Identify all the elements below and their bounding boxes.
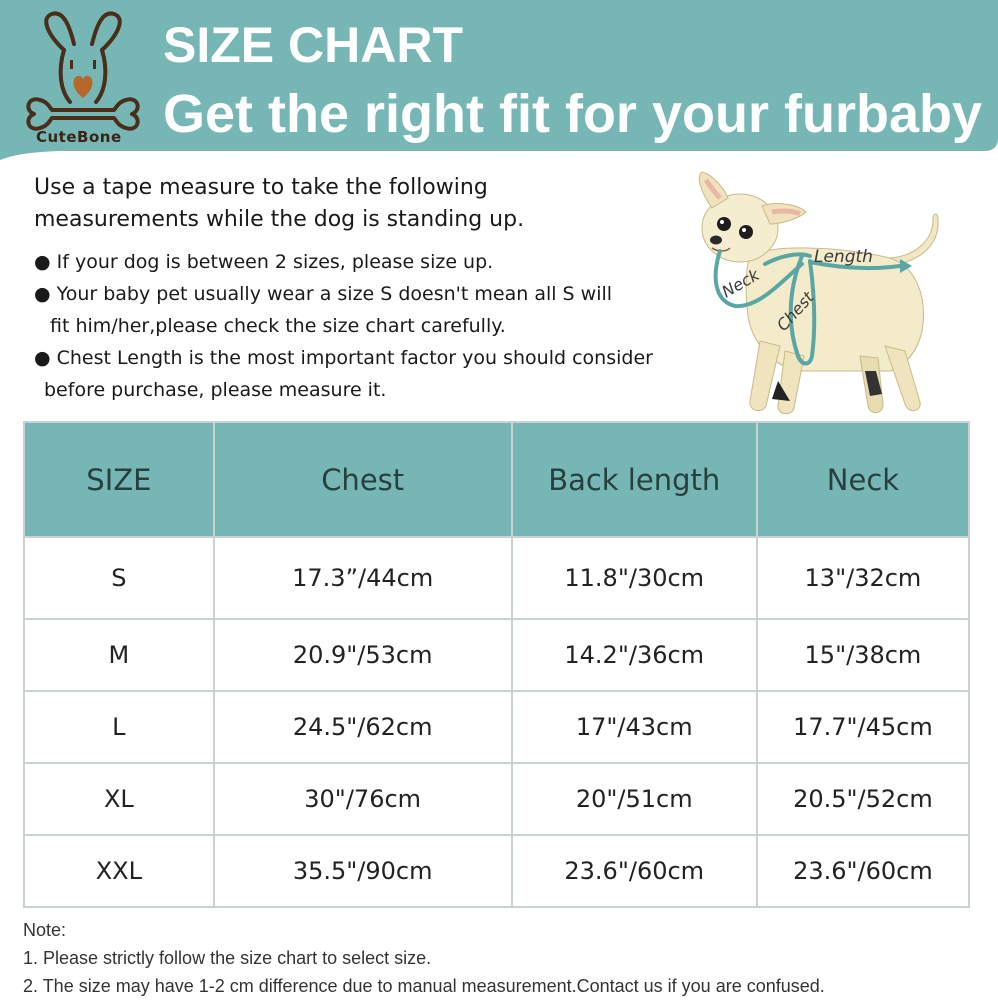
cell-back-length: 17"/43cm — [512, 691, 757, 763]
bullet-2-continuation: fit him/her,please check the size chart carefully. — [50, 315, 506, 337]
header-chest: Chest — [214, 422, 512, 537]
list-item: ● Chest Length is the most important factor you should consider — [34, 347, 653, 369]
note-item-2: 2. The size may have 1-2 cm difference due to manual measurement.Contact us if you are confused. — [23, 976, 825, 996]
brand-name: CuteBone — [36, 128, 122, 146]
list-item: ● If your dog is between 2 sizes, please size up. — [34, 251, 494, 273]
table-row — [24, 619, 969, 691]
cell-back-length: 11.8"/30cm — [512, 537, 757, 619]
cell-size: L — [24, 691, 214, 763]
page-subtitle: Get the right fit for your furbaby — [163, 84, 982, 144]
table-row — [24, 763, 969, 835]
page-title: SIZE CHART — [163, 17, 463, 73]
cell-neck: 20.5"/52cm — [757, 763, 969, 835]
notes-heading: Note: — [23, 920, 67, 940]
cell-neck: 15"/38cm — [757, 619, 969, 691]
intro-line-2: measurements while the dog is standing up. — [34, 207, 525, 232]
cell-chest: 30"/76cm — [214, 763, 512, 835]
bullet-3-text: Chest Length is the most important factor you should consider — [56, 347, 653, 369]
cell-chest: 17.3”/44cm — [214, 537, 512, 619]
neck-label: Neck — [718, 265, 763, 302]
cell-neck: 17.7"/45cm — [757, 691, 969, 763]
cell-back-length: 23.6"/60cm — [512, 835, 757, 907]
length-label: Length — [814, 247, 873, 267]
cell-neck: 13"/32cm — [757, 537, 969, 619]
table-row — [24, 537, 969, 619]
chest-label: Chest — [772, 287, 818, 335]
cell-size: XXL — [24, 835, 214, 907]
header-neck: Neck — [757, 422, 969, 537]
notes-section — [23, 916, 825, 1000]
cell-size: XL — [24, 763, 214, 835]
bullet-3-continuation: before purchase, please measure it. — [44, 379, 387, 401]
header-banner — [0, 0, 998, 162]
cell-back-length: 14.2"/36cm — [512, 619, 757, 691]
table-header-row — [24, 422, 969, 537]
header-size: SIZE — [24, 422, 214, 537]
cell-chest: 24.5"/62cm — [214, 691, 512, 763]
header-back-length: Back length — [512, 422, 757, 537]
table-row — [24, 691, 969, 763]
size-table — [23, 421, 970, 908]
cell-chest: 20.9"/53cm — [214, 619, 512, 691]
table-row — [24, 835, 969, 907]
cell-size: S — [24, 537, 214, 619]
bullet-1-text: If your dog is between 2 sizes, please size up. — [56, 251, 494, 273]
cell-back-length: 20"/51cm — [512, 763, 757, 835]
intro-text — [34, 172, 524, 236]
intro-line-1: Use a tape measure to take the following — [34, 175, 488, 200]
cell-size: M — [24, 619, 214, 691]
bullet-2-text: Your baby pet usually wear a size S doesn't mean all S will — [56, 283, 613, 305]
instruction-list — [34, 246, 653, 406]
cell-chest: 35.5"/90cm — [214, 835, 512, 907]
note-item-1: 1. Please strictly follow the size chart to select size. — [23, 948, 432, 968]
list-item: ● Your baby pet usually wear a size S doesn't mean all S will — [34, 283, 613, 305]
cell-neck: 23.6"/60cm — [757, 835, 969, 907]
dog-measurement-diagram — [690, 166, 960, 424]
